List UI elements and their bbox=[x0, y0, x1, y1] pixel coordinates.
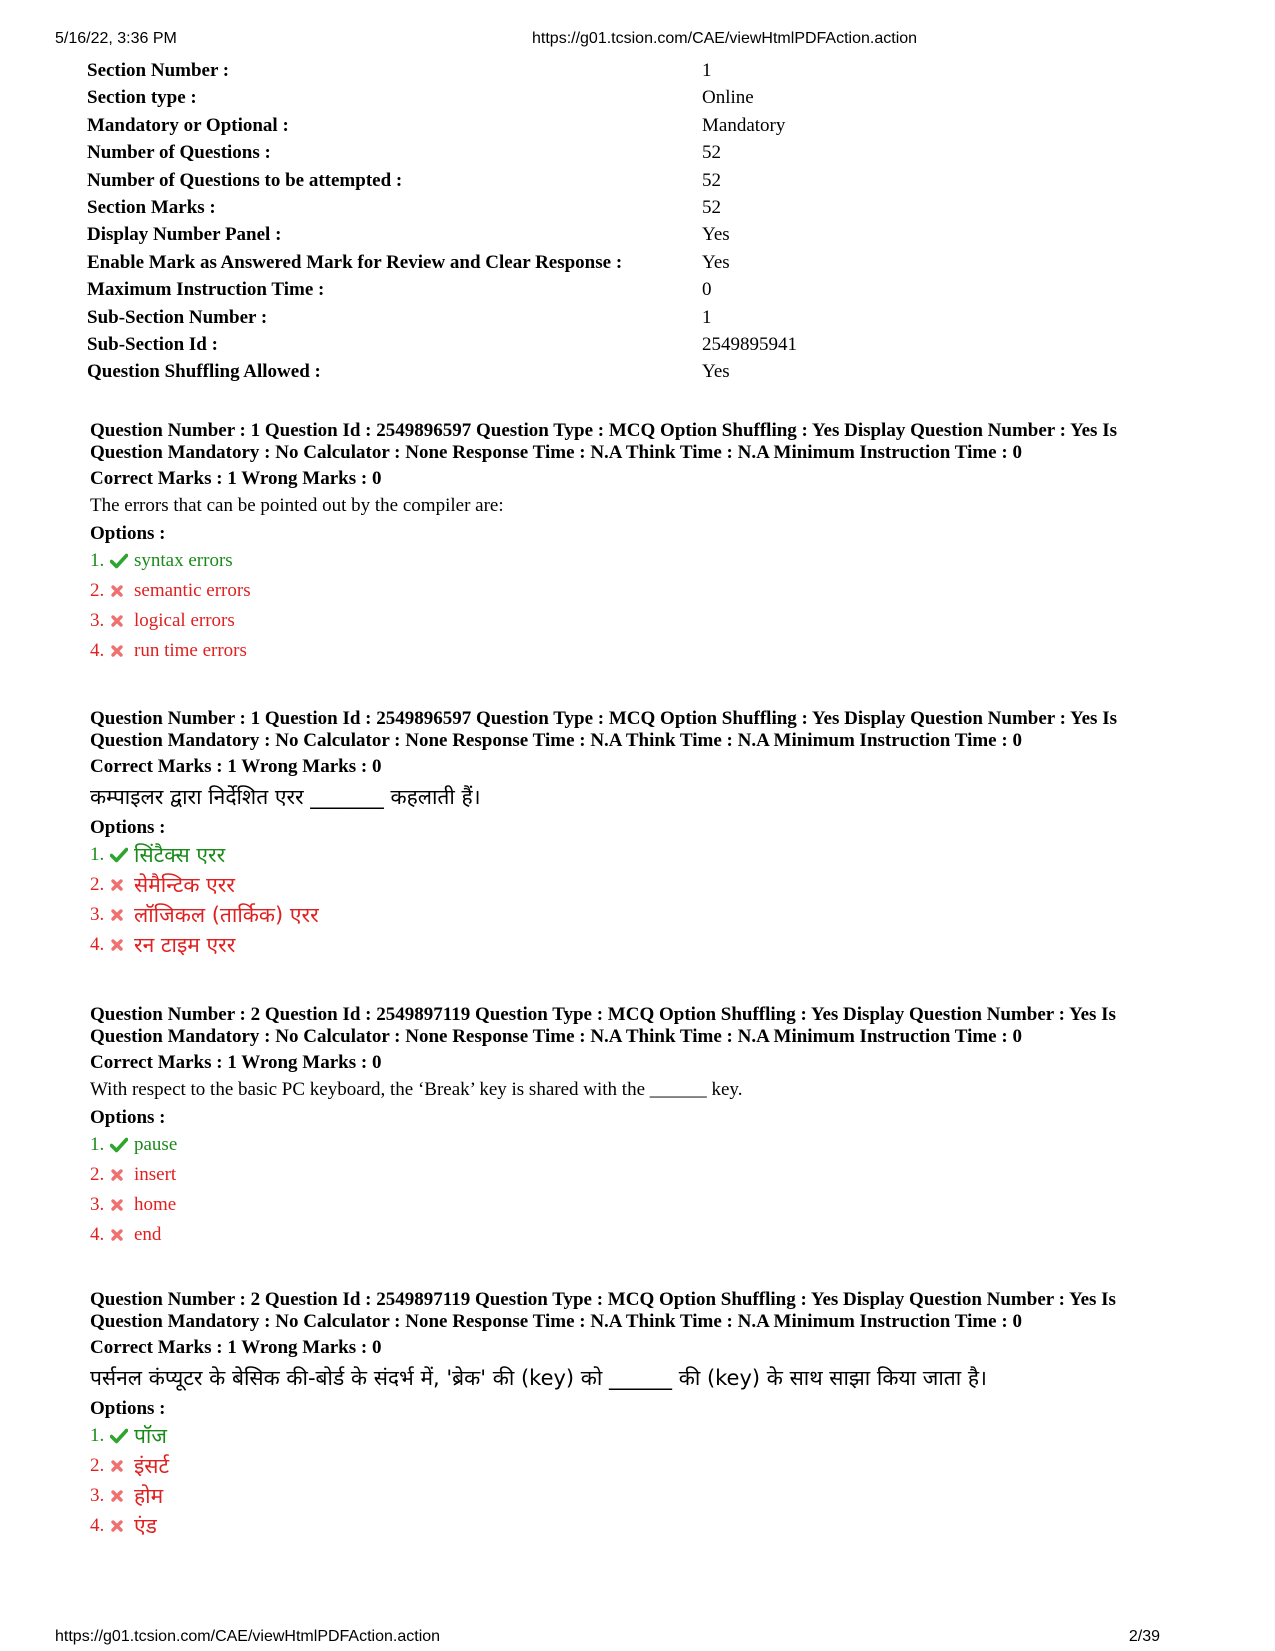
option-number: 3. bbox=[90, 1194, 105, 1215]
cross-icon bbox=[110, 1459, 132, 1473]
option-item bbox=[90, 900, 1190, 930]
section-label: Section Marks : bbox=[87, 197, 216, 219]
section-value: Yes bbox=[702, 251, 730, 273]
option-item bbox=[90, 1421, 1190, 1451]
option-number: 3. bbox=[90, 1485, 105, 1506]
cross-icon bbox=[110, 1489, 132, 1503]
question-meta: Question Number : 2 Question Id : 2549897119 Question Type : MCQ Option Shuffling : Yes Display Question Number : Yes Is Question Mandatory : No Calculator : None Response Time : N.A Think Time : N.A Minimum Instruction Time : 0 bbox=[90, 1289, 1116, 1332]
check-icon bbox=[110, 847, 132, 863]
cross-icon bbox=[110, 1168, 132, 1182]
question-marks: Correct Marks : 1 Wrong Marks : 0 bbox=[90, 468, 382, 489]
section-label: Sub-Section Number : bbox=[87, 306, 268, 328]
section-row bbox=[87, 194, 797, 221]
question-meta: Question Number : 2 Question Id : 2549897119 Question Type : MCQ Option Shuffling : Yes Display Question Number : Yes Is Question Mandatory : No Calculator : None Response Time : N.A Think Time : N.A Minimum Instruction Time : 0 bbox=[90, 1004, 1116, 1047]
cross-icon bbox=[110, 644, 132, 658]
section-value: Yes bbox=[702, 224, 730, 246]
cross-icon bbox=[110, 584, 132, 598]
section-value: 52 bbox=[702, 197, 721, 219]
section-row bbox=[87, 358, 797, 385]
section-info-table bbox=[87, 57, 797, 386]
options-label: Options : bbox=[90, 1107, 166, 1128]
options-label: Options : bbox=[90, 523, 166, 544]
cross-icon bbox=[110, 938, 132, 952]
question-block bbox=[90, 1004, 1190, 1250]
option-item bbox=[90, 636, 1190, 666]
section-value: 0 bbox=[702, 279, 712, 301]
option-item bbox=[90, 1451, 1190, 1481]
section-value: Yes bbox=[702, 361, 730, 383]
cross-icon bbox=[110, 878, 132, 892]
option-number: 4. bbox=[90, 640, 105, 661]
option-number: 2. bbox=[90, 874, 105, 895]
option-number: 2. bbox=[90, 1455, 105, 1476]
option-item bbox=[90, 870, 1190, 900]
option-item bbox=[90, 840, 1190, 870]
section-row bbox=[87, 304, 797, 331]
cross-icon bbox=[110, 614, 132, 628]
option-item bbox=[90, 1190, 1190, 1220]
option-text: home bbox=[134, 1194, 177, 1215]
option-text: logical errors bbox=[134, 610, 235, 631]
section-row bbox=[87, 139, 797, 166]
page-number: 2/39 bbox=[1128, 1628, 1160, 1645]
option-number: 4. bbox=[90, 1515, 105, 1536]
section-value: Online bbox=[702, 87, 754, 109]
question-text: The errors that can be pointed out by the compiler are: bbox=[90, 495, 504, 516]
option-number: 1. bbox=[90, 550, 105, 571]
section-value: 52 bbox=[702, 169, 721, 191]
section-row bbox=[87, 84, 797, 111]
option-text: syntax errors bbox=[134, 550, 233, 571]
question-marks: Correct Marks : 1 Wrong Marks : 0 bbox=[90, 756, 382, 777]
question-text: कम्पाइलर द्वारा निर्देशित एरर _______ कहलाती हैं। bbox=[90, 785, 481, 809]
option-number: 2. bbox=[90, 580, 105, 601]
option-number: 1. bbox=[90, 1425, 105, 1446]
section-label: Sub-Section Id : bbox=[87, 334, 218, 356]
question-marks: Correct Marks : 1 Wrong Marks : 0 bbox=[90, 1337, 382, 1358]
section-label: Number of Questions : bbox=[87, 142, 271, 164]
section-label: Display Number Panel : bbox=[87, 224, 282, 246]
question-marks: Correct Marks : 1 Wrong Marks : 0 bbox=[90, 1052, 382, 1073]
section-label: Section Number : bbox=[87, 60, 230, 81]
question-block bbox=[90, 708, 1190, 960]
options-label: Options : bbox=[90, 1398, 166, 1419]
option-text: run time errors bbox=[134, 640, 247, 661]
check-icon bbox=[110, 1428, 132, 1444]
options-label: Options : bbox=[90, 817, 166, 838]
question-meta: Question Number : 1 Question Id : 2549896597 Question Type : MCQ Option Shuffling : Yes Display Question Number : Yes Is Question Mandatory : No Calculator : None Response Time : N.A Think Time : N.A Minimum Instruction Time : 0 bbox=[90, 708, 1117, 751]
option-item bbox=[90, 1511, 1190, 1541]
check-icon bbox=[110, 1137, 132, 1153]
option-item bbox=[90, 1130, 1190, 1160]
section-row bbox=[87, 276, 797, 303]
section-row bbox=[87, 221, 797, 248]
option-item bbox=[90, 1481, 1190, 1511]
section-label: Question Shuffling Allowed : bbox=[87, 361, 321, 383]
section-value: Mandatory bbox=[702, 114, 786, 136]
option-text: रन टाइम एरर bbox=[134, 933, 236, 957]
check-icon bbox=[110, 553, 132, 569]
option-text: insert bbox=[134, 1164, 177, 1185]
cross-icon bbox=[110, 1198, 132, 1212]
question-meta: Question Number : 1 Question Id : 2549896597 Question Type : MCQ Option Shuffling : Yes Display Question Number : Yes Is Question Mandatory : No Calculator : None Response Time : N.A Think Time : N.A Minimum Instruction Time : 0 bbox=[90, 420, 1117, 463]
section-row bbox=[87, 249, 797, 276]
print-datetime: 5/16/22, 3:36 PM bbox=[55, 30, 177, 47]
section-row bbox=[87, 112, 797, 139]
option-text: सेमैन्टिक एरर bbox=[134, 873, 235, 897]
option-text: इंसर्ट bbox=[134, 1454, 170, 1478]
option-number: 3. bbox=[90, 610, 105, 631]
option-item bbox=[90, 606, 1190, 636]
option-number: 4. bbox=[90, 934, 105, 955]
option-number: 4. bbox=[90, 1224, 105, 1245]
option-item bbox=[90, 930, 1190, 960]
option-text: एंड bbox=[134, 1514, 157, 1538]
option-text: semantic errors bbox=[134, 580, 251, 601]
option-text: end bbox=[134, 1224, 162, 1245]
cross-icon bbox=[110, 1519, 132, 1533]
question-block bbox=[90, 420, 1190, 666]
section-row bbox=[87, 167, 797, 194]
section-label: Maximum Instruction Time : bbox=[87, 279, 325, 301]
cross-icon bbox=[110, 1228, 132, 1242]
question-text: पर्सनल कंप्यूटर के बेसिक की-बोर्ड के संदर्भ में, 'ब्रेक' की (key) को ______ की (key) के साथ साझा किया जाता है। bbox=[90, 1366, 988, 1390]
section-row bbox=[87, 57, 797, 84]
option-item bbox=[90, 1220, 1190, 1250]
option-number: 1. bbox=[90, 1134, 105, 1155]
section-value: 2549895941 bbox=[702, 334, 797, 356]
question-block bbox=[90, 1289, 1190, 1541]
option-number: 2. bbox=[90, 1164, 105, 1185]
print-url: https://g01.tcsion.com/CAE/viewHtmlPDFAction.action bbox=[532, 30, 918, 47]
option-number: 1. bbox=[90, 844, 105, 865]
section-value: 1 bbox=[702, 306, 712, 328]
option-text: होम bbox=[134, 1484, 164, 1508]
section-label: Section type : bbox=[87, 87, 197, 109]
option-item bbox=[90, 546, 1190, 576]
option-text: पॉज bbox=[134, 1424, 167, 1448]
option-text: लॉजिकल (तार्किक) एरर bbox=[134, 903, 319, 927]
option-item bbox=[90, 1160, 1190, 1190]
cross-icon bbox=[110, 908, 132, 922]
option-number: 3. bbox=[90, 904, 105, 925]
option-item bbox=[90, 576, 1190, 606]
footer-url: https://g01.tcsion.com/CAE/viewHtmlPDFAction.action bbox=[55, 1628, 441, 1645]
section-value: 52 bbox=[702, 142, 721, 164]
section-label: Enable Mark as Answered Mark for Review and Clear Response : bbox=[87, 251, 623, 273]
option-text: सिंटैक्स एरर bbox=[134, 843, 226, 867]
section-row bbox=[87, 331, 797, 358]
section-label: Mandatory or Optional : bbox=[87, 114, 289, 136]
question-text: With respect to the basic PC keyboard, the ‘Break’ key is shared with the ______ key. bbox=[90, 1079, 743, 1100]
section-label: Number of Questions to be attempted : bbox=[87, 169, 403, 191]
option-text: pause bbox=[134, 1134, 178, 1155]
section-value: 1 bbox=[702, 60, 712, 81]
